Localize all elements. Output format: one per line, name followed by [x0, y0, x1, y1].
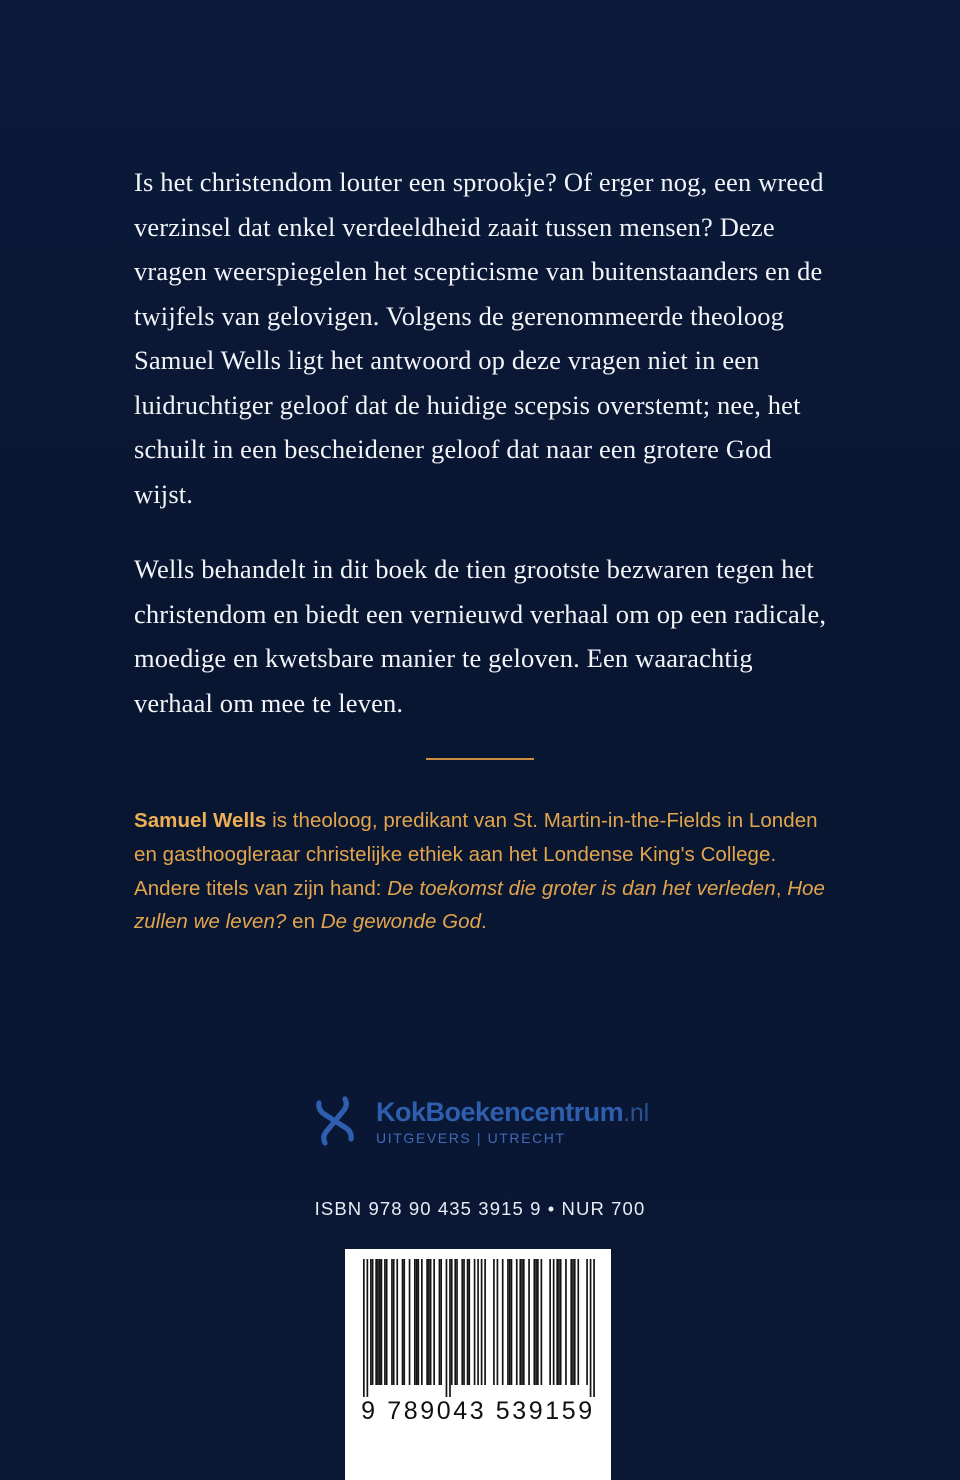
book-title-1: De toekomst die groter is dan het verleden — [387, 876, 776, 900]
author-bio — [134, 804, 834, 939]
publisher-logo — [0, 1092, 960, 1150]
bio-text: is theoloog, predikant van St. Martin-in-the-Fields in Londen en gasthoogleraar christelijke ethiek aan het Londense King's College. Andere titels van zijn hand: — [134, 809, 818, 900]
publisher-wordmark — [376, 1097, 649, 1128]
author-name: Samuel Wells — [134, 809, 267, 832]
bio-separator-1: , — [775, 876, 788, 900]
publisher-logo-inner — [311, 1092, 649, 1150]
section-divider — [426, 758, 534, 760]
blurb-section — [134, 160, 834, 725]
book-title-3: De gewonde God — [320, 910, 482, 934]
divider-container — [0, 758, 960, 760]
bio-separator-2: en — [286, 910, 321, 934]
bio-text-end: . — [481, 910, 487, 934]
publisher-wordmark-main: KokBoekencentrum — [376, 1097, 624, 1127]
kokboekencentrum-pinwheel-icon — [311, 1092, 359, 1150]
barcode-digits: 9 789043 539159 — [361, 1397, 595, 1425]
publisher-subtitle: UITGEVERS | UTRECHT — [376, 1130, 566, 1146]
book-title-2: Hoe zullen we leven? — [134, 876, 825, 934]
isbn-line: ISBN 978 90 435 3915 9 • NUR 700 — [314, 1198, 646, 1219]
publisher-logo-text — [376, 1095, 649, 1147]
blurb-paragraph-2: Wells behandelt in dit boek de tien grootste bezwaren tegen het christendom en biedt een vernieuwd verhaal om op een radicale, moedige en kwetsbare manier te geloven. Een waarachtig verhaal om mee te leven. — [134, 554, 827, 718]
publisher-wordmark-tld: .nl — [623, 1099, 649, 1127]
blurb-paragraph-1: Is het christendom louter een sprookje? Of erger nog, een wreed verzinsel dat enkel verdeeldheid zaait tussen mensen? Deze vragen weerspiegelen het scepticisme van buitenstaanders en de twijfels van gelovigen. Volgens de gerenommeerde theoloog Samuel Wells ligt het antwoord op deze vragen niet in een luidruchtiger geloof dat de huidige scepsis overstemt; nee, het schuilt in een bescheidener geloof dat naar een grotere God wijst. — [134, 167, 824, 509]
barcode — [345, 1249, 611, 1480]
barcode-bars — [345, 1259, 611, 1401]
pinwheel-center — [332, 1118, 337, 1123]
